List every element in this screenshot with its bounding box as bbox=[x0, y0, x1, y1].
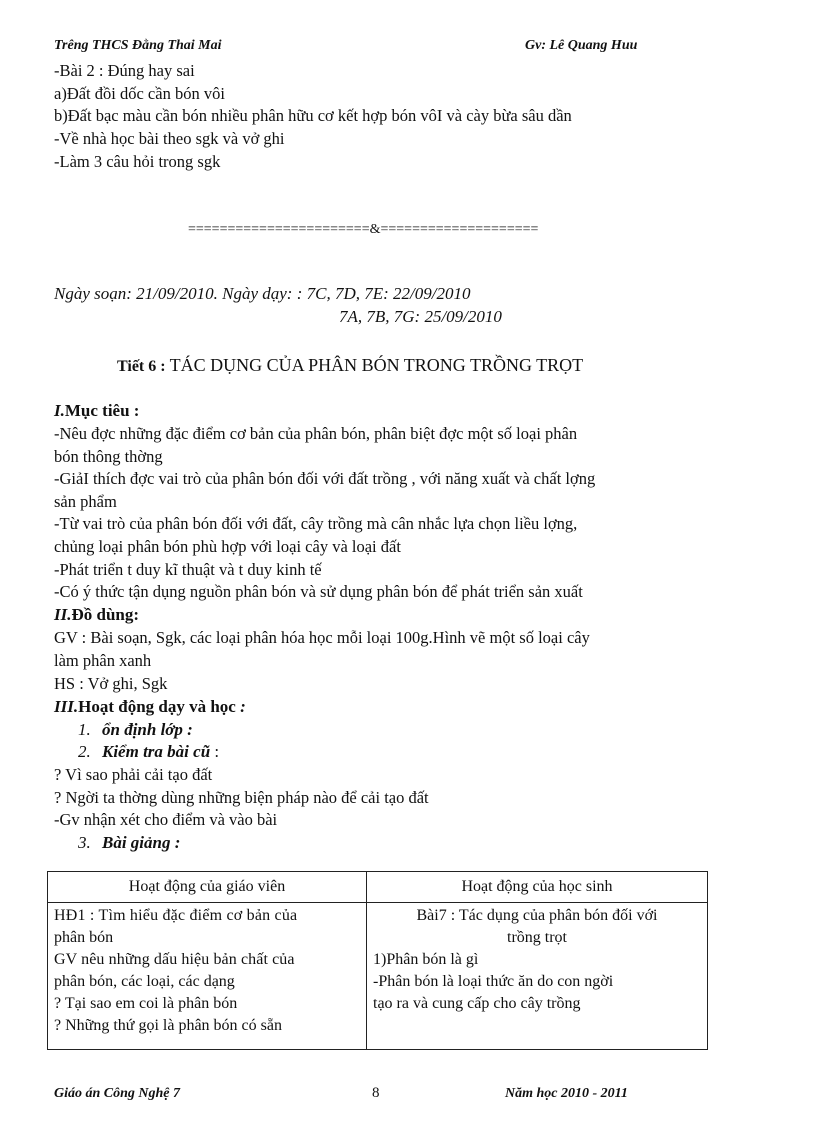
student-title: trồng trọt bbox=[507, 929, 567, 946]
section-activities-heading bbox=[54, 697, 246, 717]
section-heading-text: Đồ dùng: bbox=[71, 605, 140, 624]
student-activity-cell bbox=[367, 903, 708, 1050]
subsection-title: ổn định lớp : bbox=[102, 720, 193, 739]
subsection-number: 3. bbox=[78, 833, 91, 852]
objective-line: -Có ý thức tận dụng nguồn phân bón và sử dụng phân bón để phát triển sản xuất bbox=[54, 582, 583, 601]
objective-line: -GiảI thích đợc vai trò của phân bón đối với đất trồng , với năng xuất và chất lợng bbox=[54, 469, 596, 488]
intro-line: b)Đất bạc màu cần bón nhiều phân hữu cơ kết hợp bón vôI và cày bừa sâu dần bbox=[54, 106, 572, 125]
objective-line: -Phát triển t duy kĩ thuật và t duy kinh tế bbox=[54, 560, 322, 579]
teacher-line: phân bón bbox=[54, 929, 114, 946]
materials-line: HS : Vở ghi, Sgk bbox=[54, 674, 168, 693]
activity-table bbox=[47, 871, 708, 1050]
student-title: Bài7 : Tác dụng của phân bón đối với bbox=[416, 907, 658, 924]
check-note: -Gv nhận xét cho điểm và vào bài bbox=[54, 810, 278, 829]
subsection-number: 2. bbox=[78, 742, 91, 761]
header-student-activity: Hoạt động của học sinh bbox=[367, 872, 708, 903]
check-question: ? Vì sao phải cải tạo đất bbox=[54, 765, 213, 784]
subsection-colon: : bbox=[210, 742, 220, 761]
roman-numeral: III. bbox=[54, 697, 79, 716]
footer-school-year: Năm học 2010 - 2011 bbox=[505, 1086, 628, 1101]
teacher-line: ? Tại sao em coi là phân bón bbox=[54, 995, 238, 1012]
header-school: Trêng THCS Đằng Thai Mai bbox=[54, 38, 222, 53]
teacher-line: HĐ1 : Tìm hiểu đặc điểm cơ bản của bbox=[54, 907, 298, 924]
roman-numeral: II. bbox=[54, 605, 72, 624]
objective-line: chủng loại phân bón phù hợp với loại cây và loại đất bbox=[54, 537, 401, 556]
section-heading-text: Hoạt động dạy và học bbox=[78, 697, 236, 716]
subsection-class-stabilization bbox=[78, 720, 193, 740]
student-line: -Phân bón là loại thức ăn do con ngời bbox=[373, 973, 614, 990]
roman-numeral: I. bbox=[54, 401, 65, 420]
date-line-1: Ngày soạn: 21/09/2010. Ngày dạy: : 7C, 7D, 7E: 22/09/2010 bbox=[54, 284, 471, 303]
table-header-row bbox=[48, 872, 708, 903]
subsection-lecture bbox=[78, 833, 180, 853]
objective-line: bón thông thờng bbox=[54, 447, 163, 466]
intro-line: -Làm 3 câu hỏi trong sgk bbox=[54, 152, 221, 171]
lesson-title bbox=[117, 355, 583, 376]
heading-colon: : bbox=[235, 697, 246, 716]
teacher-line: phân bón, các loại, các dạng bbox=[54, 973, 235, 990]
check-question: ? Ngời ta thờng dùng những biện pháp nào để cải tạo đất bbox=[54, 788, 429, 807]
intro-line: -Bài 2 : Đúng hay sai bbox=[54, 61, 195, 80]
table-row bbox=[48, 903, 708, 1050]
materials-line: làm phân xanh bbox=[54, 651, 152, 670]
materials-line: GV : Bài soạn, Sgk, các loại phân hóa học mỗi loại 100g.Hình vẽ một số loại cây bbox=[54, 628, 590, 647]
date-line-2: 7A, 7B, 7G: 25/09/2010 bbox=[339, 307, 502, 326]
section-materials-heading bbox=[54, 605, 139, 625]
subsection-old-lesson-check bbox=[78, 742, 219, 762]
section-heading-text: Mục tiêu : bbox=[64, 401, 140, 420]
intro-line: a)Đất đồi dốc cần bón vôi bbox=[54, 84, 225, 103]
subsection-title: Kiểm tra bài cũ bbox=[102, 742, 211, 761]
section-separator: =======================&==================== bbox=[188, 222, 539, 237]
objective-line: sản phẩm bbox=[54, 492, 117, 511]
teacher-line: ? Những thứ gọi là phân bón có sẵn bbox=[54, 1017, 282, 1034]
teacher-activity-cell bbox=[48, 903, 367, 1050]
student-line: tạo ra và cung cấp cho cây trồng bbox=[373, 995, 581, 1012]
student-line: 1)Phân bón là gì bbox=[373, 951, 479, 968]
objective-line: -Nêu đợc những đặc điểm cơ bản của phân bón, phân biệt đợc một số loại phân bbox=[54, 424, 578, 443]
subsection-number: 1. bbox=[78, 720, 91, 739]
lesson-name: TÁC DỤNG CỦA PHÂN BÓN TRONG TRỒNG TRỌT bbox=[169, 355, 584, 375]
lesson-number: Tiết 6 : bbox=[117, 358, 166, 375]
section-objectives-heading bbox=[54, 401, 139, 421]
footer-book-title: Giáo án Công Nghệ 7 bbox=[54, 1086, 181, 1101]
objective-line: -Từ vai trò của phân bón đối với đất, cây trồng mà cân nhắc lựa chọn liều lợng, bbox=[54, 514, 578, 533]
header-teacher: Gv: Lê Quang Huu bbox=[525, 38, 638, 53]
page-number: 8 bbox=[372, 1085, 380, 1101]
subsection-title: Bài giảng : bbox=[102, 833, 181, 852]
teacher-line: GV nêu những dấu hiệu bản chất của bbox=[54, 951, 295, 968]
intro-line: -Về nhà học bài theo sgk và vở ghi bbox=[54, 129, 285, 148]
header-teacher-activity: Hoạt động của giáo viên bbox=[48, 872, 367, 903]
